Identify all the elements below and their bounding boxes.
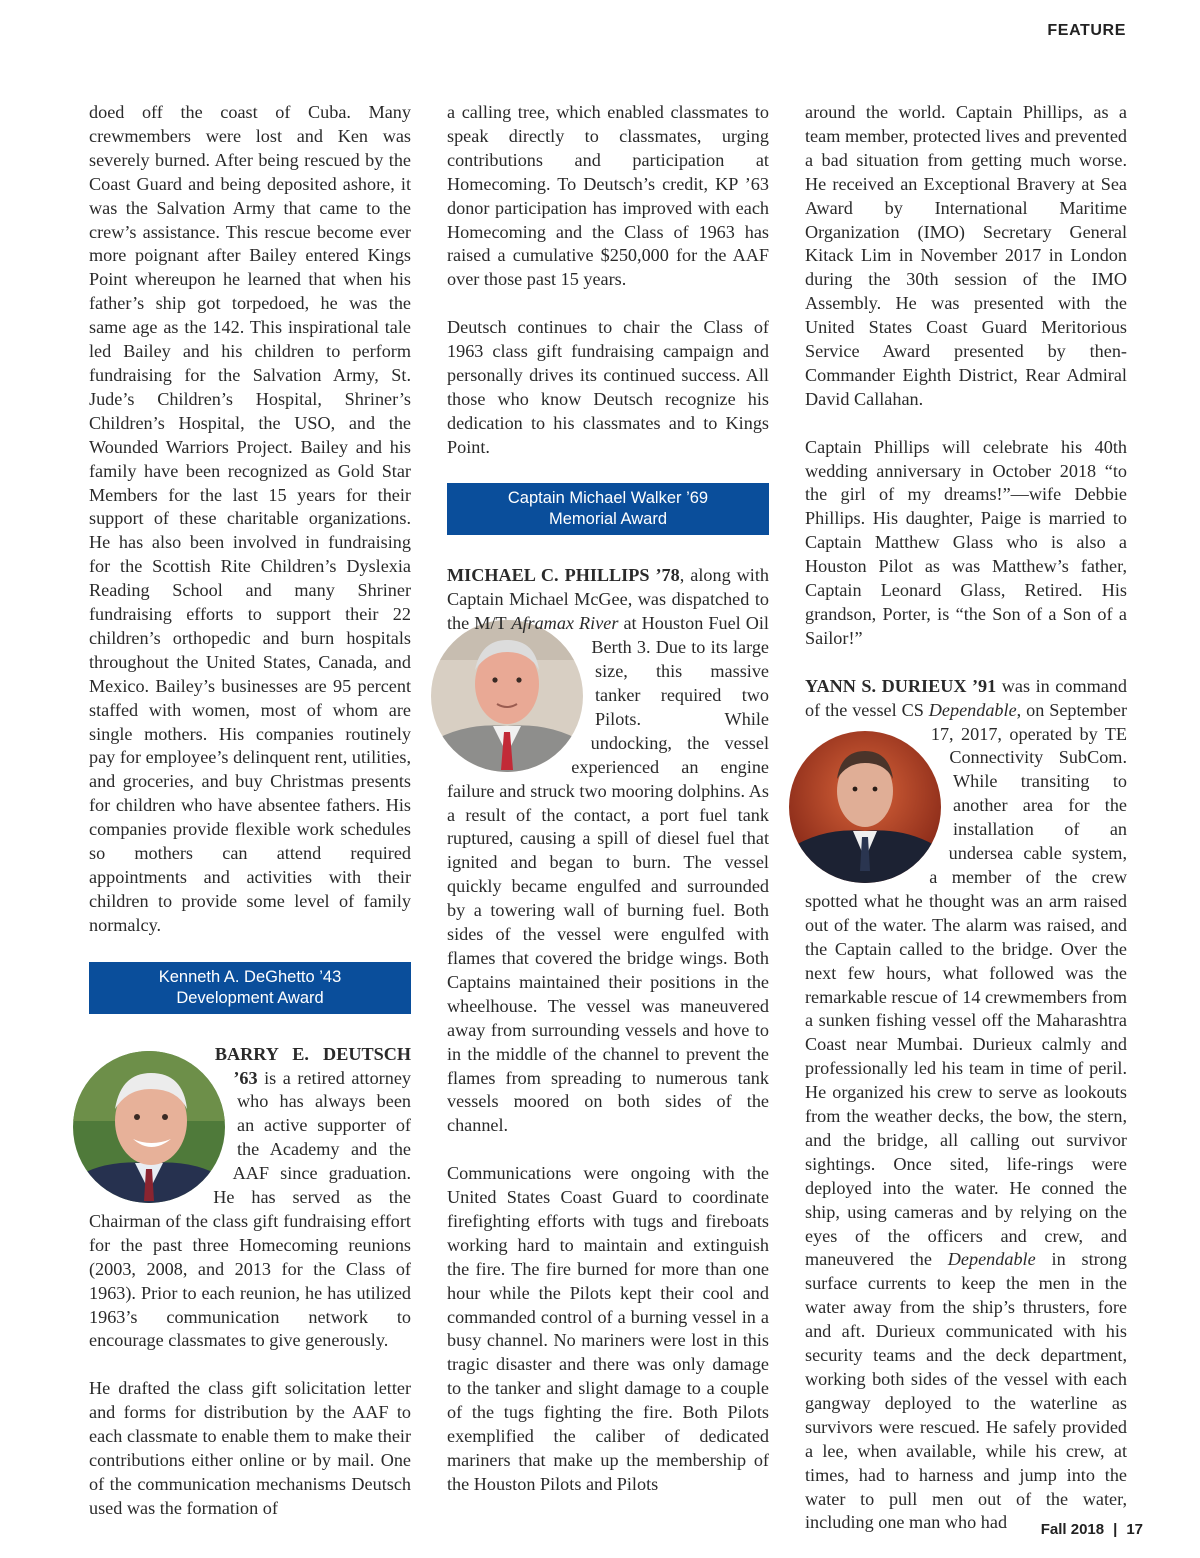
durieux-text: , on September 17, 2017, operated by TE Connectivity SubCom. While transiting to another area for the installation of an undersea cable system, a member of the crew spotted what he thought was an arm raised out of the water. The alarm was raised, and the Captain called to the bridge. Over the next few hours, what followed was the remarkable rescue of 14 crewmembers from a sunken fishing vessel off the Maharashtra Coast near Mumbai. Durieux calmly and professionally led his team in time of peril. He organized his crew to serve as lookouts from the weather decks, the bow, the stern, and the bridge, all calling out survivor sightings. Once sited, life-rings were deployed into the water. He conned the ship, using cameras and by relying on the eyes of the officers and crew, and maneuvered the — [805, 699, 1127, 1270]
durieux-portrait-photo — [789, 731, 941, 883]
phillips-paragraph-2: Communications were ongoing with the United States Coast Guard to coordinate firefighting efforts with tugs and fireboats working hard to maintain and extinguish the fire. The fire burned for more than one hour while the Pilots kept their cool and commanded control of a burning vessel in a busy channel. No mariners were lost in this tragic disaster and there was only damage to the tanker and slight damage to a couple of the tugs fighting the fire. Both Pilots exemplified the caliber of dedicated mariners that make up the membership of the Houston Pilots and Pilots — [447, 1163, 769, 1494]
phillips-family-paragraph: Captain Phillips will celebrate his 40th wedding anniversary in October 2018 “to the girl of my dreams!”—wife Debbie Phillips. His daughter, Paige is married to Captain Matthew Glass who is also a Houston Pilot as was Matthew’s father, Captain Leonard Glass, Retired. His grandson, Porter, is “the Son of a Son of a Sailor!” — [805, 436, 1127, 648]
durieux-text-intro: was in command of the vessel CS — [805, 675, 1127, 720]
vessel-name-aframax: Aframax River — [511, 613, 619, 634]
vessel-name-dependable-2: Dependable — [947, 1249, 1036, 1270]
phillips-text: at Houston Fuel Oil Berth 3. Due to its large size, this massive tanker required two Pilots. While undocking, the vessel experienced an engine failure and struck two mooring dolphins. As a result of the contact, a port fuel tank ruptured, causing a spill of diesel fuel that ignited and began to burn. The vessel quickly became engulfed and surrounded by a towering wall of burning fuel. Both sides of the vessel were engulfed with flames that covered the bridge wings. Both Captains maintained their positions in the wheelhouse. The vessel was maneuvered away from surrounding vessels and hove to in the middle of the channel to prevent the flames from spreading to numerous tank vessels moored on both sides of the channel. — [447, 613, 769, 1136]
honoree-name-durieux: YANN S. DURIEUX ’91 — [805, 675, 997, 696]
vessel-name-dependable: Dependable — [928, 699, 1017, 720]
award-subtitle: Development Award — [176, 988, 324, 1007]
deutsch-summary-paragraph: Deutsch continues to chair the Class of 1963 class gift fundraising campaign and personally drives its continued success. All those who know Deutsch recognize his dedication to his classmates and to Kings Point. — [447, 317, 769, 457]
article-column-1 — [89, 101, 411, 1521]
bailey-paragraph: doed off the coast of Cuba. Many crewmembers were lost and Ken was severely burned. After being rescued by the Coast Guard and being deposited ashore, it was the Salvation Army that came to the crew’s assistance. This rescue become ever more poignant after Bailey entered Kings Point whereupon he learned that when his father’s ship got torpedoed, he was the same age as the 142. This inspirational tale led Bailey and his children to perform fundraising for the Salvation Army, St. Jude’s Children’s Hospital, Shriner’s Children’s Hospital, the USO, and the Wounded Warriors Project. Bailey and his family have been recognized as Gold Star Members for the last 15 years for their support of these charitable organizations. He has also been involved in fundraising for the Scottish Rite Children’s Dyslexia Reading School and many Shriner fundraising efforts to support their 22 children’s orthopedic and burn hospitals throughout the United States, Canada, and Mexico. Bailey’s businesses are 95 percent staffed with women, most of whom are single mothers. His companies routinely pay for employee’s delinquent rent, utilities, and groceries, and buy Christmas presents for children who have absentee fathers. His companies provide flexible work schedules so mothers can attend required appointments and activities with their children to provide some level of family normalcy. — [89, 102, 411, 935]
award-subtitle: Memorial Award — [549, 510, 667, 529]
phillips-text-intro: , along with Captain Michael McGee, was dispatched to the M/T — [447, 565, 769, 634]
honoree-name-deutsch: BARRY E. DEUTSCH ’63 — [214, 1043, 411, 1088]
phillips-paragraph — [447, 564, 769, 1138]
page-footer — [1041, 1521, 1143, 1538]
article-column-2 — [447, 101, 769, 1497]
honoree-name-phillips: MICHAEL C. PHILLIPS ’78 — [447, 565, 680, 586]
deutsch-continued-paragraph: a calling tree, which enabled classmates to speak directly to classmates, urging contributions and participation at Homecoming. To Deutsch’s credit, KP ’63 donor participation has improved with each Homecoming and the Class of 1963 has raised a cumulative $250,000 for the AAF over those past 15 years. — [447, 102, 769, 290]
durieux-text-end: in strong surface currents to keep the men in the water away from the ship’s thrusters, fore and aft. Durieux communicated with his security teams and the deck department, working both sides of the vessel with each gangway deployed to the waterline as survivors were rescued. He safely provided a lee, when available, while his crew, at times, had to harness and jump into the water to pull men out of the water, including one man who had — [805, 1249, 1127, 1533]
award-heading-walker — [447, 483, 769, 535]
award-title: Kenneth A. DeGhetto ’43 — [158, 967, 342, 986]
durieux-paragraph — [805, 675, 1127, 1536]
phillips-portrait-photo — [431, 620, 583, 772]
award-title: Captain Michael Walker ’69 — [507, 489, 709, 508]
deutsch-text: is a retired attorney who has always been an active supporter of the Academy and the AAF since graduation. He has served as the Chairman of the class gift fundraising effort for the past three Homecoming reunions (2003, 2008, and 2013 for the Class of 1963). Prior to each reunion, he has utilized 1963’s communication network to encourage classmates to give generously. — [89, 1067, 411, 1351]
deutsch-paragraph — [89, 1043, 411, 1354]
award-heading-deghetto — [89, 962, 411, 1014]
issue-label: Fall 2018 — [1040, 1521, 1105, 1538]
deutsch-paragraph-2: He drafted the class gift solicitation letter and forms for distribution by the AAF to each classmate to enable them to make their contributions either online or by mail. One of the communication mechanisms Deutsch used was the formation of — [89, 1378, 411, 1518]
phillips-continued-paragraph: around the world. Captain Phillips, as a team member, protected lives and prevented a bad situation from getting much worse. He received an Exceptional Bravery at Sea Award by International Maritime Organization (IMO) Secretary General Kitack Lim in November 2017 in London during the 30th session of the IMO Assembly. He was presented with the United States Coast Guard Meritorious Service Award presented by then-Commander Eighth District, Rear Admiral David Callahan. — [805, 102, 1127, 409]
section-label: FEATURE — [1047, 22, 1126, 39]
footer-separator: | — [1113, 1521, 1118, 1538]
article-column-3 — [805, 101, 1127, 1535]
page-number: 17 — [1126, 1521, 1143, 1538]
deutsch-portrait-photo — [73, 1051, 225, 1203]
